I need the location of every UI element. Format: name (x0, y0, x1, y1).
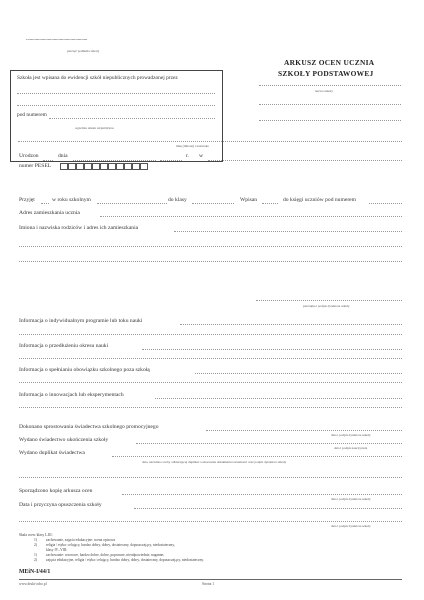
footer-site[interactable]: www.druki-acho.pl (19, 582, 47, 586)
info-compulsory-line-2[interactable] (19, 382, 402, 383)
copy-made-label: Sporządzono kopię arkusza ocen (19, 488, 93, 494)
pesel-cell[interactable] (68, 163, 76, 170)
student-name-line[interactable] (18, 141, 402, 142)
info-innovations-line-2[interactable] (19, 407, 402, 408)
parents-label: Imiona i nazwiska rodziców i adres ich zamieszkania (19, 225, 139, 231)
duplicate-line[interactable] (112, 456, 402, 457)
address-line[interactable] (100, 216, 402, 217)
info-compulsory-label: Informacja o spełnianiu obowiązku szkolnego poza szkołą (19, 367, 150, 373)
issued-label: Wydano świadectwo ukończenia szkoły (19, 437, 109, 443)
school-stamp-dots: ................................................... (26, 36, 88, 42)
place-label: w (199, 153, 204, 159)
legend-line-5: zajęcia edukacyjne, religia / etyka: celujący, bardzo dobry, dobry, dostateczny, dopuszczający, niedostateczny. (46, 558, 204, 562)
year-label: r. (186, 153, 189, 159)
class-line[interactable] (192, 203, 234, 204)
school-year-label: w roku szkolnym (52, 197, 91, 203)
signature-caption-1: pieczątka i podpis dyrektora szkoły (303, 304, 350, 308)
born-suffix-line[interactable] (43, 160, 53, 161)
info-individual-line[interactable] (180, 324, 402, 325)
school-name-line-3[interactable] (259, 120, 401, 121)
info-innovations-label: Informacja o innowacjach lub eksperymentach (19, 392, 124, 398)
register-caption: wypełnia szkoła niepubliczna (75, 126, 114, 130)
info-extension-line-2[interactable] (19, 358, 402, 359)
correction-line[interactable] (206, 430, 402, 431)
form-title-line-2: SZKOŁY PODSTAWOWEJ (278, 69, 374, 78)
leaving-caption: data i podpis dyrektora szkoły (331, 524, 371, 528)
parents-line-1[interactable] (174, 231, 402, 232)
pesel-cell[interactable] (100, 163, 108, 170)
school-stamp-caption: pieczęć podłużna szkoły (67, 49, 100, 53)
copy-made-caption: data i podpis dyrektora szkoły (331, 497, 371, 501)
legend-num: 2) (34, 543, 37, 547)
copy-made-line[interactable] (122, 494, 402, 495)
page-number: Strona 1 (202, 582, 215, 586)
register-number-label: pod numerem (17, 112, 47, 118)
duplicate-caption: data, nazwisko osoby odbierającej duplikat i oznaczenie dokumentu tożsamości oraz podpis dyrektora szkoły (142, 460, 287, 464)
leaving-line[interactable] (134, 508, 402, 509)
register-box (10, 70, 223, 162)
pesel-cell[interactable] (116, 163, 124, 170)
issued-caption: data i podpis nauczyciela (334, 446, 368, 450)
pesel-cell[interactable] (108, 163, 116, 170)
to-book-label: do księgi uczniów pod numerem (283, 197, 357, 203)
correction-label: Dokonano sprostowania świadectwa szkolnego promocyjnego (19, 424, 159, 430)
issued-line[interactable] (136, 443, 402, 444)
pesel-cell[interactable] (132, 163, 140, 170)
certificate-extra-line[interactable] (19, 477, 402, 478)
form-code: MEiN-I/44/1 (19, 569, 51, 575)
book-number-line[interactable] (369, 203, 402, 204)
pesel-cell[interactable] (124, 163, 132, 170)
accepted-suffix-line[interactable] (41, 203, 49, 204)
to-class-label: do klasy (168, 197, 187, 203)
school-name-caption: nazwa szkoły (315, 89, 333, 93)
correction-caption: data i podpis dyrektora szkoły (331, 433, 371, 437)
accepted-label: Przyjęt (19, 197, 35, 203)
school-name-line-2[interactable] (259, 104, 401, 105)
footer-rule (19, 579, 402, 580)
registered-label: Wpisan (240, 197, 258, 203)
pesel-label: numer PESEL (19, 163, 52, 169)
info-compulsory-line[interactable] (195, 373, 402, 374)
legend-line-2: religia / etyka: celujący, bardzo dobry, dobry, dostateczny, dopuszczający, niedostateczny, (46, 543, 175, 547)
student-name-caption: imię (imiona) i nazwisko (176, 144, 210, 148)
signature-line-1[interactable] (256, 300, 402, 301)
leaving-line-2[interactable] (19, 521, 402, 522)
info-individual-line-2[interactable] (19, 334, 402, 335)
leaving-label: Data i przyczyna opuszczenia szkoły (19, 502, 102, 508)
register-line-1[interactable] (17, 93, 215, 94)
legend-num: 2) (34, 558, 37, 562)
address-label: Adres zamieszkania ucznia (19, 210, 80, 216)
legend-num: 1) (34, 538, 37, 542)
register-line-2[interactable] (17, 105, 215, 106)
duplicate-label: Wydano duplikat świadectwa (19, 450, 85, 456)
pesel-cell[interactable] (140, 163, 148, 170)
school-year-line[interactable] (97, 203, 167, 204)
pesel-cell[interactable] (84, 163, 92, 170)
legend-title: Skala ocen: klasy I–III: (19, 533, 53, 537)
legend-line-4: zachowanie: wzorowe, bardzo dobre, dobre, poprawne, nieodpowiednie, naganne; (46, 553, 165, 557)
form-title-line-1: ARKUSZ OCEN UCZNIA (284, 58, 375, 67)
day-label: dnia (58, 153, 68, 159)
birth-year-line[interactable] (160, 160, 182, 161)
pesel-cell[interactable] (76, 163, 84, 170)
register-number-line[interactable] (49, 118, 215, 119)
legend-line-3: klasy IV–VIII: (46, 548, 68, 552)
pesel-cell[interactable] (60, 163, 68, 170)
birth-place-line[interactable] (208, 160, 402, 161)
birth-day-line[interactable] (73, 160, 156, 161)
parents-line-2[interactable] (19, 246, 402, 247)
info-innovations-line[interactable] (155, 398, 402, 399)
info-individual-label: Informacja o indywidualnym programie lub toku nauki (19, 318, 143, 324)
school-name-line[interactable] (259, 85, 401, 86)
info-extension-line[interactable] (142, 349, 402, 350)
born-label: Urodzon (19, 153, 39, 159)
pesel-cell[interactable] (92, 163, 100, 170)
parents-line-3[interactable] (19, 261, 402, 262)
legend-line-1: zachowanie, zajęcia edukacyjne: ocena opisowa (46, 538, 116, 542)
info-extension-label: Informacja o przedłużeniu okresu nauki (19, 343, 109, 349)
register-text: Szkoła jest wpisana do ewidencji szkół niepublicznych prowadzonej przez (17, 75, 178, 81)
registered-suffix-line[interactable] (262, 203, 278, 204)
legend-num: 1) (34, 553, 37, 557)
